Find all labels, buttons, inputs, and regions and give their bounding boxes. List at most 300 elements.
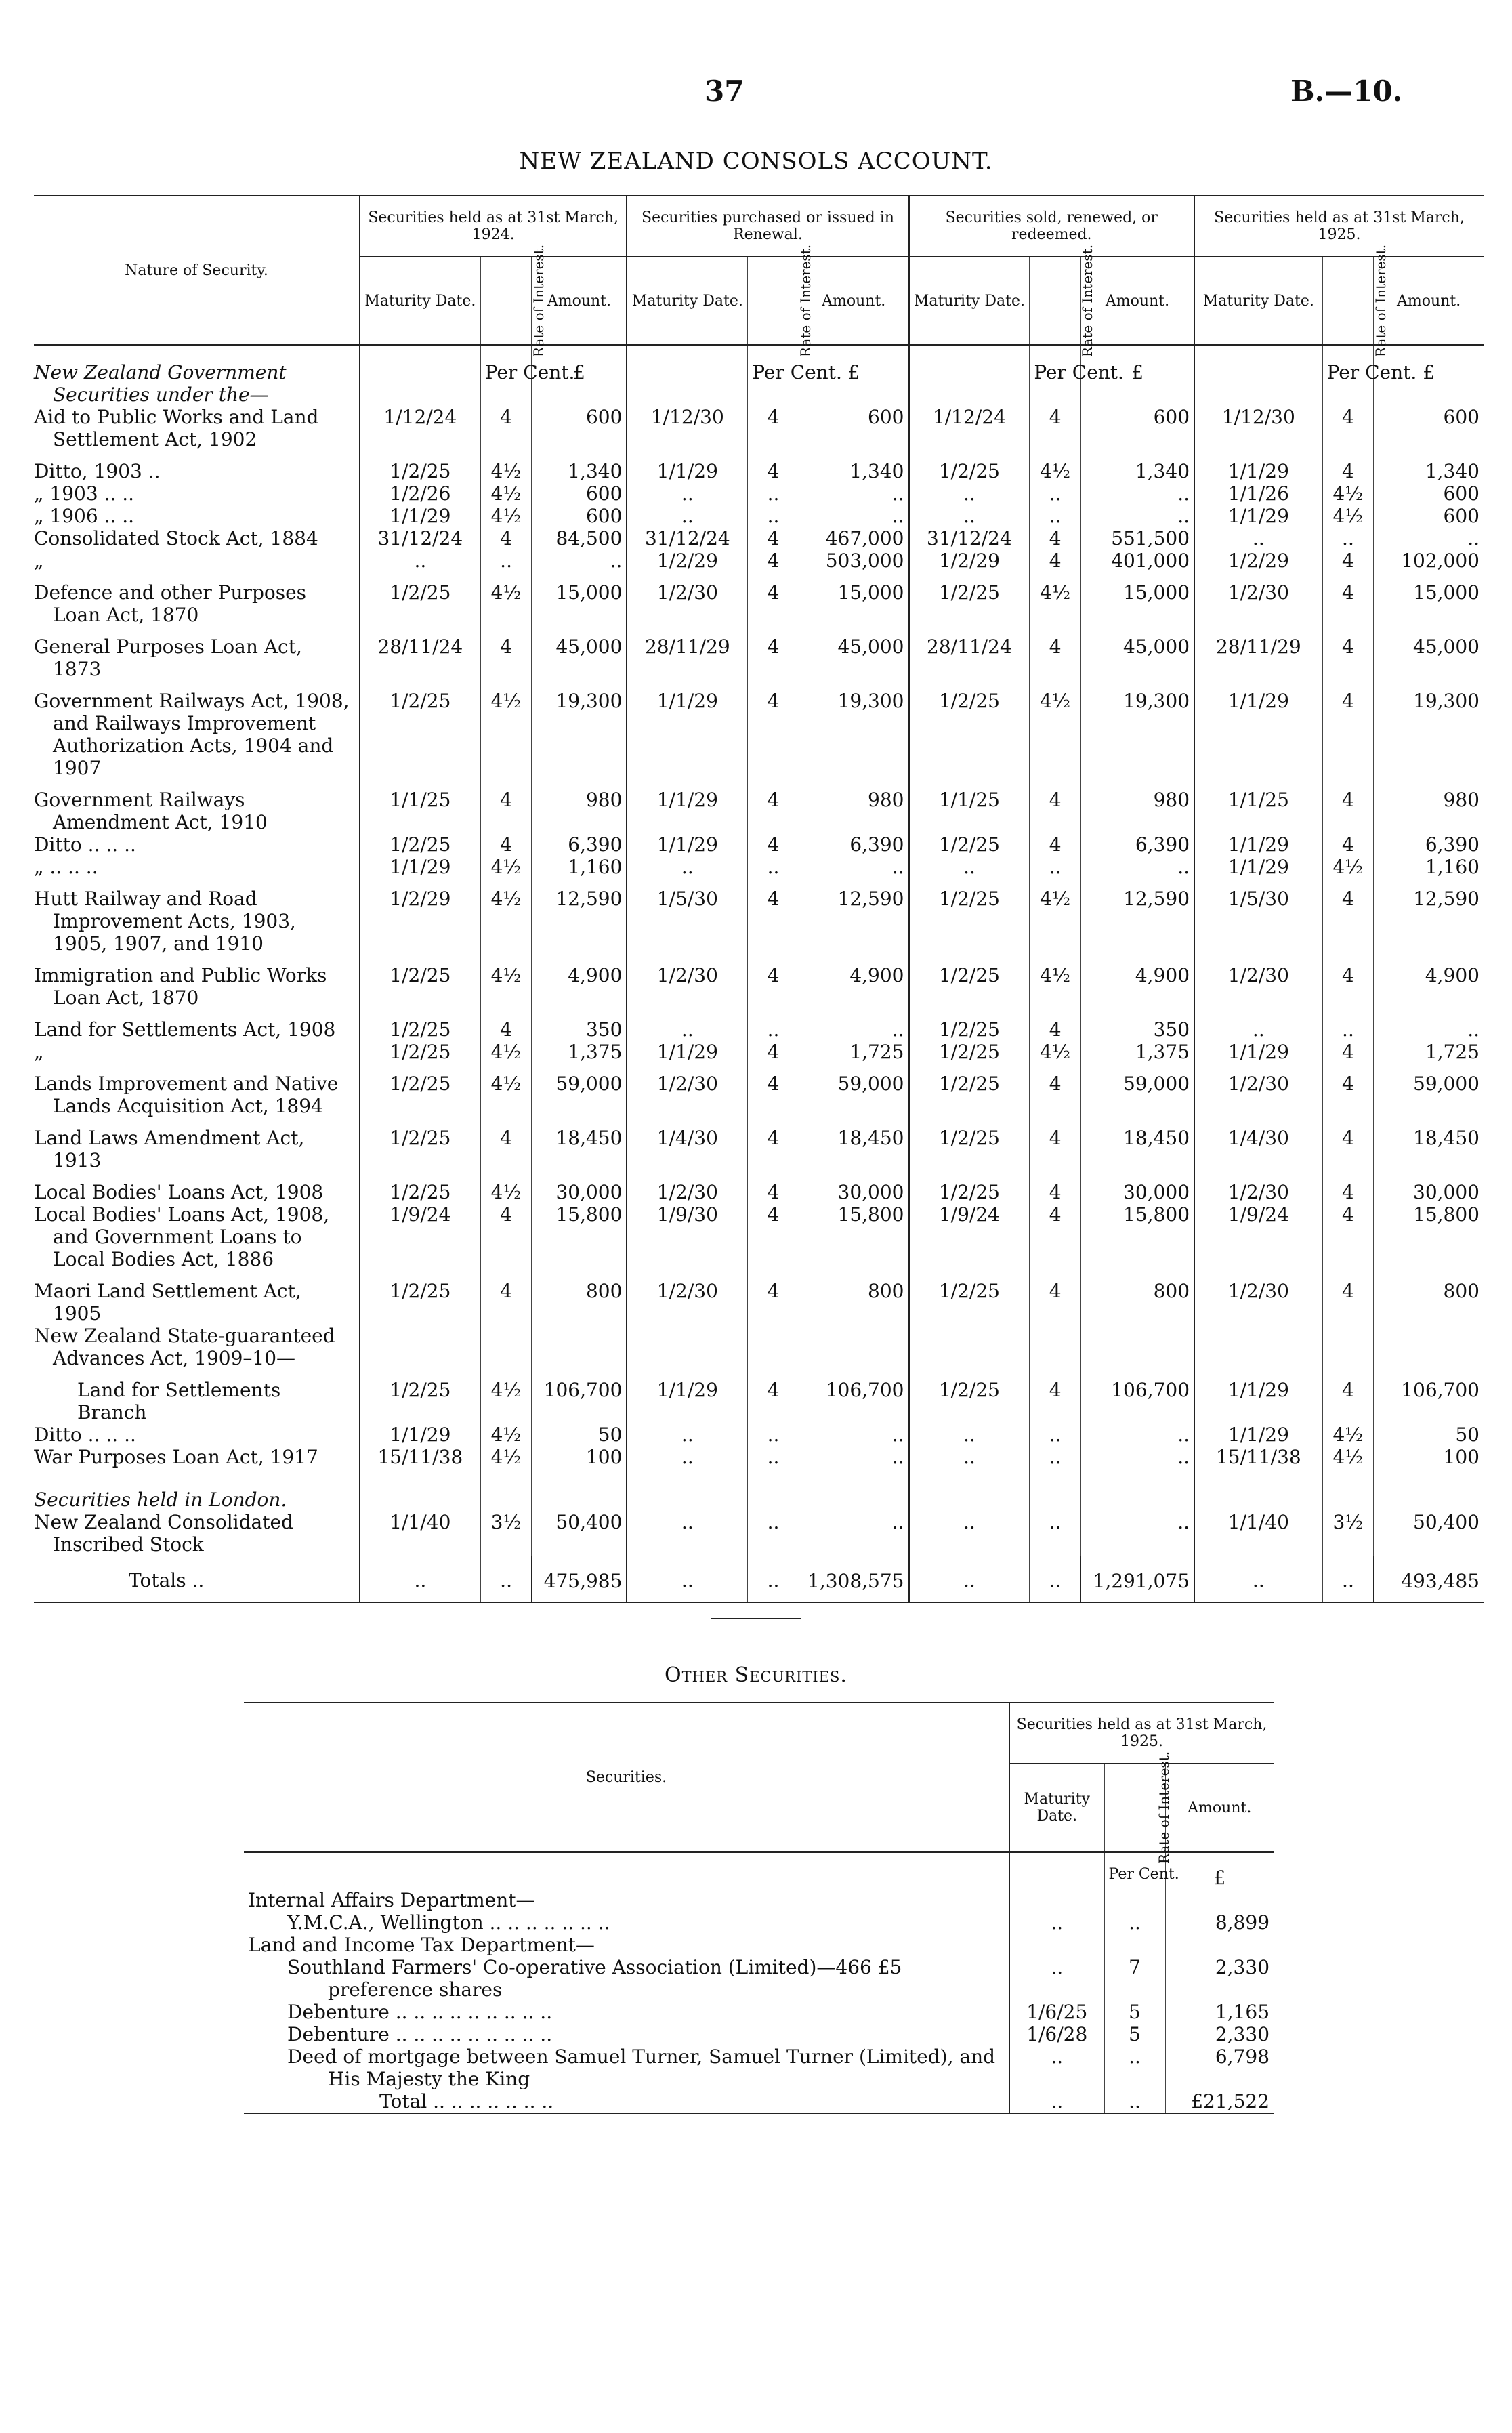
rate-cell: 4½ xyxy=(480,878,532,955)
rate-cell: 4 xyxy=(1030,1063,1081,1117)
maturity-date-cell: 1/4/30 xyxy=(1194,1117,1322,1171)
amount-cell: 6,390 xyxy=(532,833,627,856)
unit-pct: Per Cent. xyxy=(480,346,532,407)
rate-cell: .. xyxy=(748,505,799,527)
amount-cell: 59,000 xyxy=(1080,1063,1194,1117)
rate-cell: 4 xyxy=(1322,1171,1374,1203)
maturity-date-cell: 1/9/24 xyxy=(1194,1203,1322,1270)
rate-cell: 4 xyxy=(748,1041,799,1063)
amount-cell: 84,500 xyxy=(532,527,627,549)
maturity-date-cell: .. xyxy=(627,505,747,527)
rate-cell: 4 xyxy=(748,1117,799,1171)
amount-cell: .. xyxy=(1080,1446,1194,1468)
london-section-title: Securities held in London. xyxy=(34,1489,287,1511)
maturity-date-cell: .. xyxy=(909,505,1030,527)
security-name: Ditto .. .. .. xyxy=(34,1423,136,1446)
rate-cell: 4 xyxy=(1322,626,1374,680)
security-name: General Purposes Loan Act, 1873 xyxy=(34,636,302,680)
amount-cell: 600 xyxy=(1374,482,1484,505)
maturity-date-cell: 28/11/24 xyxy=(360,626,480,680)
maturity-date-cell: 1/5/30 xyxy=(1194,878,1322,955)
amount-cell: .. xyxy=(1080,856,1194,878)
amount-header: Amount. xyxy=(1080,257,1194,346)
amount-cell: 1,375 xyxy=(532,1041,627,1063)
maturity-date-cell: 1/2/25 xyxy=(909,451,1030,482)
amount-cell: 6,390 xyxy=(1374,833,1484,856)
table-row xyxy=(34,451,1484,482)
maturity-date-cell: 1/1/25 xyxy=(360,779,480,833)
table-row xyxy=(34,1203,1484,1270)
rate-cell: 7 xyxy=(1104,1956,1165,2001)
amount-cell: .. xyxy=(799,482,908,505)
rate-cell: .. xyxy=(1030,1446,1081,1468)
amount-cell: 50 xyxy=(532,1423,627,1446)
amount-cell: 6,390 xyxy=(799,833,908,856)
rate-cell: 4 xyxy=(480,1270,532,1325)
security-name: Government Railways Act, 1908, and Railways Improvement Authorization Acts, 1904 and 1907 xyxy=(34,690,350,779)
maturity-date-cell: 1/2/30 xyxy=(1194,572,1322,626)
maturity-date-cell: .. xyxy=(360,549,480,572)
amount-cell: 1,160 xyxy=(532,856,627,878)
security-name: Land and Income Tax Department— xyxy=(248,1934,595,1956)
maturity-date-cell: 1/2/30 xyxy=(627,1270,747,1325)
rate-cell: 4 xyxy=(1322,549,1374,572)
table-row xyxy=(34,406,1484,451)
rate-cell: 4 xyxy=(480,1009,532,1041)
maturity-date-cell: 1/2/25 xyxy=(909,878,1030,955)
table-row xyxy=(34,856,1484,878)
rate-cell: 4½ xyxy=(480,856,532,878)
rate-cell: 4 xyxy=(748,955,799,1009)
amount-cell: 800 xyxy=(1374,1270,1484,1325)
amount-cell: 6,798 xyxy=(1165,2045,1274,2090)
maturity-date-cell xyxy=(909,1325,1030,1369)
amount-cell: 2,330 xyxy=(1165,1956,1274,2001)
rate-cell: 4 xyxy=(748,451,799,482)
amount-cell: 600 xyxy=(532,406,627,451)
maturity-date-cell: .. xyxy=(627,482,747,505)
amount-cell: 30,000 xyxy=(1374,1171,1484,1203)
security-name: Ditto, 1903 .. xyxy=(34,460,161,482)
table-row xyxy=(34,527,1484,549)
total-cell: .. xyxy=(1194,1556,1322,1602)
table-row xyxy=(34,482,1484,505)
amount-cell: 980 xyxy=(799,779,908,833)
rate-cell: 4 xyxy=(748,779,799,833)
rate-cell: .. xyxy=(1030,505,1081,527)
amount-cell: 401,000 xyxy=(1080,549,1194,572)
rate-cell: 4 xyxy=(1322,1041,1374,1063)
security-name: War Purposes Loan Act, 1917 xyxy=(34,1446,318,1468)
amount-cell: £21,522 xyxy=(1165,2090,1274,2113)
amount-header: Amount. xyxy=(532,257,627,346)
maturity-date-cell: 1/2/29 xyxy=(1194,549,1322,572)
table-row xyxy=(244,1889,1274,1911)
rate-cell: 4 xyxy=(748,1369,799,1423)
maturity-date-cell: 31/12/24 xyxy=(360,527,480,549)
amount-cell: 503,000 xyxy=(799,549,908,572)
rate-of-interest-header: Rate of Interest. xyxy=(1372,244,1389,357)
rate-cell: .. xyxy=(748,482,799,505)
maturity-date-cell: 1/1/29 xyxy=(1194,833,1322,856)
maturity-date-cell: 1/1/29 xyxy=(1194,680,1322,779)
rate-cell: 4 xyxy=(480,406,532,451)
maturity-date-cell: 1/12/24 xyxy=(360,406,480,451)
amount-cell: 800 xyxy=(532,1270,627,1325)
security-name: „ 1903 .. .. xyxy=(34,482,135,505)
maturity-date-cell: 1/2/25 xyxy=(909,1117,1030,1171)
table-row xyxy=(34,1468,1484,1511)
rate-cell: 4 xyxy=(748,878,799,955)
maturity-date-cell: 1/2/30 xyxy=(1194,1270,1322,1325)
rate-cell: .. xyxy=(1104,2045,1165,2090)
maturity-date-cell: 1/2/25 xyxy=(909,1009,1030,1041)
amount-cell xyxy=(1165,1889,1274,1911)
table-row xyxy=(34,1369,1484,1423)
security-name: Local Bodies' Loans Act, 1908 xyxy=(34,1181,324,1203)
table-row xyxy=(34,1009,1484,1041)
security-name: Government Railways Amendment Act, 1910 xyxy=(34,789,268,833)
maturity-date-cell: 1/1/40 xyxy=(1194,1511,1322,1556)
unit-pct: Per Cent. xyxy=(748,346,799,407)
amount-cell: .. xyxy=(1374,1009,1484,1041)
maturity-date-cell: 1/2/25 xyxy=(909,680,1030,779)
rate-cell: 4 xyxy=(1322,1203,1374,1270)
amount-cell: .. xyxy=(1080,505,1194,527)
rate-cell: 4 xyxy=(748,833,799,856)
maturity-date-cell: 1/2/25 xyxy=(909,1041,1030,1063)
unit-pound: £ xyxy=(1165,1852,1274,1890)
maturity-date-cell: 1/2/30 xyxy=(627,955,747,1009)
rate-cell: 4 xyxy=(480,527,532,549)
group-header-held-1925: Securities held as at 31st March, 1925. xyxy=(1194,196,1484,257)
rate-cell: 4 xyxy=(1030,626,1081,680)
page-title: NEW ZEALAND CONSOLS ACCOUNT. xyxy=(519,148,993,175)
security-name: Immigration and Public Works Loan Act, 1870 xyxy=(34,964,327,1009)
rate-cell: 4½ xyxy=(480,1063,532,1117)
amount-cell: .. xyxy=(532,549,627,572)
maturity-date-cell: 1/1/29 xyxy=(1194,451,1322,482)
rate-cell: 4 xyxy=(1322,451,1374,482)
unit-pound: £ xyxy=(532,346,627,407)
amount-cell: 8,899 xyxy=(1165,1911,1274,1934)
maturity-date-cell: 1/2/29 xyxy=(627,549,747,572)
maturity-date-cell: 31/12/24 xyxy=(627,527,747,549)
maturity-date-cell: 1/1/26 xyxy=(1194,482,1322,505)
amount-cell: 50,400 xyxy=(532,1511,627,1556)
table-row xyxy=(34,1171,1484,1203)
amount-cell: 800 xyxy=(799,1270,908,1325)
maturity-date-cell: .. xyxy=(1194,527,1322,549)
rate-cell: .. xyxy=(1104,1911,1165,1934)
maturity-date-cell xyxy=(1009,1934,1104,1956)
maturity-date-cell: .. xyxy=(1009,1956,1104,2001)
total-cell: .. xyxy=(1030,1556,1081,1602)
amount-cell: 19,300 xyxy=(1080,680,1194,779)
total-amount-cell: 1,308,575 xyxy=(799,1556,908,1602)
rate-cell: 4 xyxy=(1322,779,1374,833)
maturity-date-cell: 1/1/29 xyxy=(1194,1369,1322,1423)
security-name: „ .. .. .. xyxy=(34,856,98,878)
amount-cell: 980 xyxy=(532,779,627,833)
table-row xyxy=(34,1446,1484,1468)
amount-cell: 12,590 xyxy=(532,878,627,955)
rate-cell: 4 xyxy=(748,1171,799,1203)
maturity-date-cell: 1/2/25 xyxy=(909,955,1030,1009)
table-row xyxy=(34,1117,1484,1171)
amount-cell: .. xyxy=(799,1511,908,1556)
amount-cell: 30,000 xyxy=(532,1171,627,1203)
rate-cell: 4 xyxy=(748,527,799,549)
total-cell: .. xyxy=(909,1556,1030,1602)
amount-cell: 1,160 xyxy=(1374,856,1484,878)
security-name: Ditto .. .. .. xyxy=(34,833,136,856)
table-row xyxy=(34,878,1484,955)
rate-cell: 4½ xyxy=(1030,878,1081,955)
amount-cell: 102,000 xyxy=(1374,549,1484,572)
security-name: „ xyxy=(34,549,44,572)
rate-cell: 4 xyxy=(1030,1203,1081,1270)
security-name: Lands Improvement and Native Lands Acquisition Act, 1894 xyxy=(34,1073,339,1117)
rate-cell: .. xyxy=(1322,527,1374,549)
rate-cell: 4 xyxy=(1322,1063,1374,1117)
group-header-held-1924: Securities held as at 31st March, 1924. xyxy=(360,196,627,257)
rate-cell: 4 xyxy=(480,1203,532,1270)
security-name: Defence and other Purposes Loan Act, 1870 xyxy=(34,581,307,626)
totals-label: Totals .. xyxy=(129,1569,205,1592)
unit-pct: Per Cent. xyxy=(1104,1852,1165,1890)
rate-cell: 4½ xyxy=(480,505,532,527)
amount-cell xyxy=(532,1325,627,1369)
amount-cell: 100 xyxy=(532,1446,627,1468)
amount-cell: 106,700 xyxy=(799,1369,908,1423)
rate-cell xyxy=(1104,1889,1165,1911)
maturity-date-cell: 1/2/29 xyxy=(909,549,1030,572)
table-row xyxy=(34,572,1484,626)
unit-pound: £ xyxy=(1374,346,1484,407)
amount-cell: 100 xyxy=(1374,1446,1484,1468)
maturity-date-cell: .. xyxy=(909,1446,1030,1468)
rate-cell: .. xyxy=(748,1446,799,1468)
amount-cell: 12,590 xyxy=(1374,878,1484,955)
amount-cell: 59,000 xyxy=(799,1063,908,1117)
rate-cell: 4½ xyxy=(480,451,532,482)
rate-cell: 4½ xyxy=(480,955,532,1009)
maturity-date-cell: 1/2/25 xyxy=(360,833,480,856)
maturity-date-cell: 1/12/30 xyxy=(627,406,747,451)
amount-cell: 1,725 xyxy=(799,1041,908,1063)
rate-cell: 4½ xyxy=(1322,856,1374,878)
rate-cell: 4 xyxy=(748,549,799,572)
amount-cell: 600 xyxy=(799,406,908,451)
rate-cell: 4½ xyxy=(1322,505,1374,527)
rate-of-interest-header: Rate of Interest. xyxy=(1079,244,1096,357)
amount-cell: .. xyxy=(799,856,908,878)
unit-pound: £ xyxy=(1080,346,1194,407)
rate-cell: 4 xyxy=(1322,572,1374,626)
total-amount-cell: 493,485 xyxy=(1374,1556,1484,1602)
amount-cell: 15,800 xyxy=(1374,1203,1484,1270)
amount-cell: 106,700 xyxy=(532,1369,627,1423)
maturity-date-cell: .. xyxy=(1194,1009,1322,1041)
rate-of-interest-header: Rate of Interest. xyxy=(530,244,547,357)
maturity-date-cell: 1/6/28 xyxy=(1009,2023,1104,2045)
total-amount-cell: 475,985 xyxy=(532,1556,627,1602)
amount-cell: 30,000 xyxy=(799,1171,908,1203)
maturity-date-cell: 1/1/29 xyxy=(1194,505,1322,527)
table-row xyxy=(34,955,1484,1009)
rate-cell: 4 xyxy=(1030,549,1081,572)
amount-cell: 980 xyxy=(1080,779,1194,833)
rate-cell: 4½ xyxy=(480,1041,532,1063)
amount-cell: 1,725 xyxy=(1374,1041,1484,1063)
rate-cell: 4 xyxy=(748,1270,799,1325)
rate-cell: 4½ xyxy=(1030,1041,1081,1063)
maturity-date-header: Maturity Date. xyxy=(360,257,480,346)
rate-cell: .. xyxy=(480,549,532,572)
rate-cell: 3½ xyxy=(480,1511,532,1556)
amount-cell: 106,700 xyxy=(1080,1369,1194,1423)
amount-header: Amount. xyxy=(1165,1764,1274,1852)
maturity-date-cell: 1/2/25 xyxy=(360,680,480,779)
maturity-date-cell: .. xyxy=(909,856,1030,878)
rate-cell: 4 xyxy=(1322,1369,1374,1423)
amount-cell: 19,300 xyxy=(799,680,908,779)
rate-cell: 4½ xyxy=(1030,572,1081,626)
maturity-date-cell: 1/2/25 xyxy=(360,955,480,1009)
table-row xyxy=(244,2045,1274,2090)
rate-cell: 4 xyxy=(480,833,532,856)
maturity-date-cell: 1/2/26 xyxy=(360,482,480,505)
amount-cell: 1,165 xyxy=(1165,2001,1274,2023)
maturity-date-cell: 1/2/30 xyxy=(1194,1063,1322,1117)
amount-cell: 1,375 xyxy=(1080,1041,1194,1063)
rate-cell: 5 xyxy=(1104,2023,1165,2045)
amount-cell: 59,000 xyxy=(1374,1063,1484,1117)
table-row xyxy=(34,1041,1484,1063)
table-row xyxy=(34,1063,1484,1117)
other-securities-title: Other Securities. xyxy=(665,1663,847,1687)
rate-cell: 4 xyxy=(748,1203,799,1270)
amount-cell: 45,000 xyxy=(1374,626,1484,680)
rate-cell: 4 xyxy=(1322,1270,1374,1325)
amount-cell xyxy=(1374,1325,1484,1369)
security-name: Southland Farmers' Co-operative Association (Limited)—466 £5 preference shares xyxy=(287,1956,902,2001)
amount-cell: 6,390 xyxy=(1080,833,1194,856)
rate-cell xyxy=(480,1325,532,1369)
maturity-date-cell: 1/2/25 xyxy=(909,833,1030,856)
amount-cell: 1,340 xyxy=(532,451,627,482)
table-row xyxy=(244,1934,1274,1956)
rate-cell: 4 xyxy=(480,1117,532,1171)
amount-cell: 980 xyxy=(1374,779,1484,833)
maturity-date-cell: 1/12/24 xyxy=(909,406,1030,451)
maturity-date-cell: 1/2/25 xyxy=(909,572,1030,626)
maturity-date-cell: 1/1/29 xyxy=(1194,1423,1322,1446)
rate-cell: .. xyxy=(748,1511,799,1556)
amount-cell: 30,000 xyxy=(1080,1171,1194,1203)
group-header-purchased: Securities purchased or issued in Renewal. xyxy=(627,196,908,257)
amount-cell: .. xyxy=(799,1423,908,1446)
maturity-date-cell: .. xyxy=(627,1511,747,1556)
maturity-date-cell: 1/1/29 xyxy=(627,1369,747,1423)
rate-cell: 4 xyxy=(1030,406,1081,451)
amount-cell: 18,450 xyxy=(532,1117,627,1171)
maturity-date-cell: 31/12/24 xyxy=(909,527,1030,549)
amount-cell: .. xyxy=(1080,1511,1194,1556)
rate-cell: .. xyxy=(748,856,799,878)
amount-cell: 800 xyxy=(1080,1270,1194,1325)
section-title: New Zealand Government Securities under the— xyxy=(34,361,287,406)
total-cell: .. xyxy=(480,1556,532,1602)
maturity-date-cell: 1/1/29 xyxy=(360,1423,480,1446)
maturity-date-cell: 1/1/29 xyxy=(627,680,747,779)
total-cell: .. xyxy=(360,1556,480,1602)
rate-cell: 4 xyxy=(748,406,799,451)
security-name: Debenture .. .. .. .. .. .. .. .. .. xyxy=(287,2023,553,2045)
amount-cell xyxy=(1165,1934,1274,1956)
rate-cell: 4 xyxy=(480,626,532,680)
security-name: Consolidated Stock Act, 1884 xyxy=(34,527,318,549)
amount-cell: 59,000 xyxy=(532,1063,627,1117)
amount-cell: .. xyxy=(799,1009,908,1041)
amount-cell: 4,900 xyxy=(1374,955,1484,1009)
rate-cell: 4½ xyxy=(1030,451,1081,482)
rate-cell: 4 xyxy=(1322,955,1374,1009)
group-header-held-1925: Securities held as at 31st March, 1925. xyxy=(1009,1703,1274,1764)
unit-pound: £ xyxy=(799,346,908,407)
section-divider xyxy=(711,1618,801,1619)
table-row xyxy=(34,680,1484,779)
maturity-date-cell: 1/9/30 xyxy=(627,1203,747,1270)
amount-cell: 18,450 xyxy=(799,1117,908,1171)
maturity-date-cell: 1/2/25 xyxy=(909,1063,1030,1117)
page-number: 37 xyxy=(705,75,744,108)
rate-cell: 4½ xyxy=(1322,482,1374,505)
rate-cell: 4 xyxy=(1030,527,1081,549)
maturity-date-cell: 1/1/25 xyxy=(909,779,1030,833)
maturity-date-cell: 1/2/25 xyxy=(360,1171,480,1203)
total-cell: .. xyxy=(748,1556,799,1602)
amount-header: Amount. xyxy=(799,257,908,346)
table-row xyxy=(244,2001,1274,2023)
rate-cell: .. xyxy=(1030,1511,1081,1556)
table-row xyxy=(34,1423,1484,1446)
rate-cell: 4½ xyxy=(1322,1423,1374,1446)
rate-cell: .. xyxy=(1030,482,1081,505)
rate-cell: 4 xyxy=(1322,680,1374,779)
other-securities-table xyxy=(244,1702,1274,2118)
security-name: New Zealand State-guaranteed Advances Act, 1909–10— xyxy=(34,1325,335,1369)
security-name: Local Bodies' Loans Act, 1908, and Government Loans to Local Bodies Act, 1886 xyxy=(34,1203,330,1270)
maturity-date-cell: 1/1/29 xyxy=(627,1041,747,1063)
amount-cell: 15,800 xyxy=(532,1203,627,1270)
maturity-date-cell: .. xyxy=(909,482,1030,505)
consols-table xyxy=(34,195,1484,1608)
amount-cell: 15,000 xyxy=(1374,572,1484,626)
rate-of-interest-header: Rate of Interest. xyxy=(797,244,814,357)
amount-cell: 12,590 xyxy=(1080,878,1194,955)
maturity-date-cell xyxy=(627,1325,747,1369)
maturity-date-cell: 1/1/29 xyxy=(627,779,747,833)
amount-cell: 18,450 xyxy=(1374,1117,1484,1171)
maturity-date-cell: 1/2/25 xyxy=(360,1270,480,1325)
maturity-date-cell: 1/2/25 xyxy=(360,451,480,482)
maturity-date-cell: 1/2/30 xyxy=(1194,1171,1322,1203)
rate-cell: 4½ xyxy=(1030,680,1081,779)
unit-pct: Per Cent. xyxy=(1030,346,1081,407)
security-name: Aid to Public Works and Land Settlement Act, 1902 xyxy=(34,406,319,451)
